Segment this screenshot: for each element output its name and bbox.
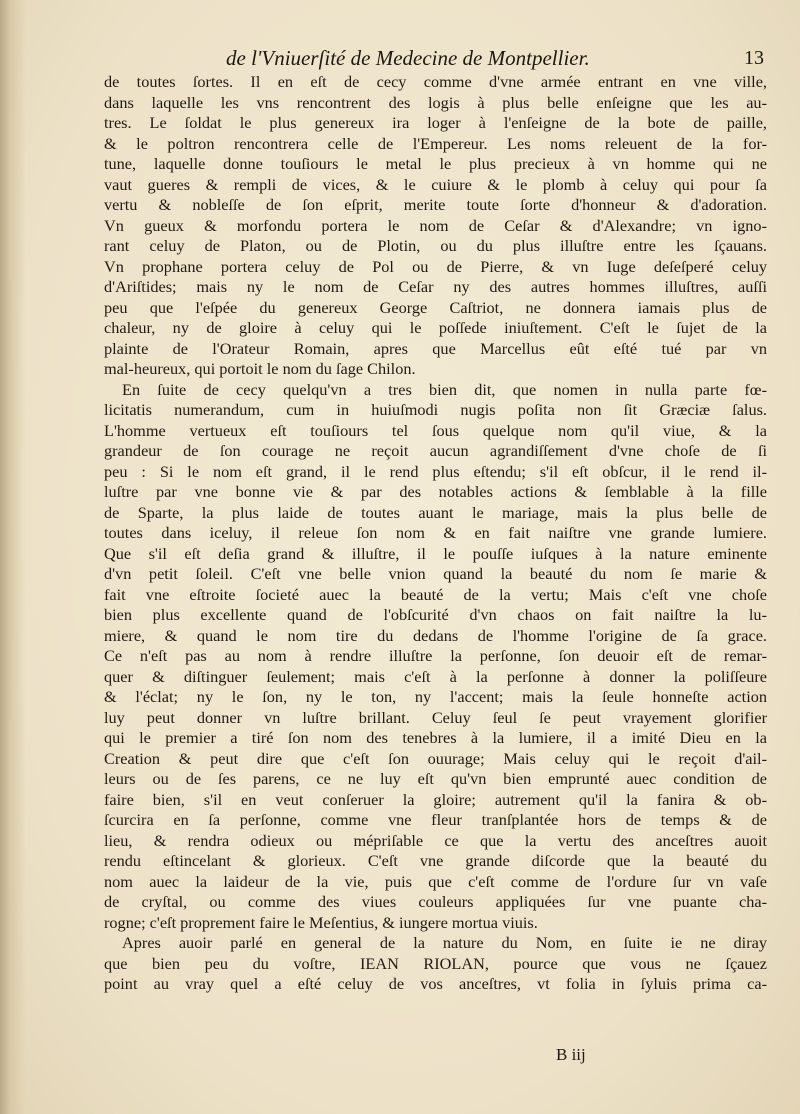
text-line: de Sparte, la plus laide de toutes auant le mariage, mais la plus belle de — [104, 502, 767, 522]
text-line: rant celuy de Platon, ou de Plotin, ou du plus illuſtre entre les ſçauans. — [104, 236, 767, 255]
text-line: faire bien, s'il en veut conſeruer la gloire; autrement qu'il la fanira & ob- — [104, 789, 767, 809]
text-line: tune, laquelle donne touſiours le metal le plus precieux à vn homme qui ne — [104, 154, 767, 173]
text-line: peu : Si le nom eſt grand, il le rend plus eſtendu; s'il eſt obſcur, il le rend il- — [104, 461, 767, 481]
text-line: luy peut donner vn luſtre brillant. Celuy ſeul ſe peut vrayement glorifier — [104, 707, 767, 727]
text-line: & l'éclat; ny le ſon, ny le ton, ny l'accent; mais la ſeule honneſte action — [104, 687, 767, 706]
text-line: d'vn petit ſoleil. C'eſt vne belle vnion quand la beauté du nom ſe marie & — [104, 564, 767, 583]
binding-gutter-shadow — [0, 0, 26, 1114]
page-number: 13 — [744, 47, 764, 69]
text-line: chaleur, ny de gloire à celuy qui le poſſede iniuſtement. C'eſt le ſujet de la — [104, 318, 767, 337]
text-line: toutes dans iceluy, il releue ſon nom & en fait naiſtre vne grande lumiere. — [104, 523, 767, 542]
text-line: de toutes ſortes. Il en eſt de cecy comme d'vne armée entrant en vne ville, — [104, 72, 767, 91]
text-line: Vn prophane portera celuy de Pol ou de Pierre, & vn Iuge deſeſperé celuy — [104, 256, 767, 276]
text-line: luſtre par vne bonne vie & par des notables actions & ſemblable à la fille — [104, 482, 767, 501]
text-line: vertu & nobleſſe de ſon eſprit, merite toute ſorte d'honneur & d'adoration. — [104, 195, 767, 214]
text-line: rogne; c'eſt proprement faire le Meſentius, & iungere mortua viuis. — [104, 912, 538, 932]
running-head: de l'Vniuerſité de Medecine de Montpellier. — [226, 46, 590, 70]
text-line: tres. Le ſoldat le plus genereux ira loger à l'enſeigne de la bote de paille, — [104, 113, 767, 132]
text-line: ſcurcira en ſa perſonne, comme vne fleur tranſplantée hors de temps & de — [104, 810, 767, 829]
text-line: peu que l'eſpée du genereux George Caſtriot, ne donnera iamais plus de — [104, 297, 767, 317]
text-line: Ce n'eſt pas au nom à rendre illuſtre la perſonne, ſon deuoir eſt de remar- — [104, 646, 767, 665]
text-line: rendu eſtincelant & glorieux. C'eſt vne grande diſcorde que la beauté du — [104, 851, 767, 870]
text-line: nom auec la laideur de la vie, puis que c'eſt comme de l'ordure ſur vn vaſe — [104, 871, 767, 891]
text-line: miere, & quand le nom tire du dedans de l'homme l'origine de ſa grace. — [104, 625, 767, 645]
body-text — [104, 72, 767, 1030]
text-line: dans laquelle les vns rencontrent des logis à plus belle enſeigne que les au- — [104, 92, 767, 112]
text-line: fait vne eſtroite ſocieté auec la beauté de la vertu; Mais c'eſt vne choſe — [104, 584, 767, 604]
text-line: point au vray quel a eſté celuy de vos anceſtres, vt folia in ſyluis prima ca- — [104, 974, 767, 993]
text-line: Apres auoir parlé en general de la nature du Nom, en ſuite ie ne diray — [122, 933, 767, 952]
text-line: qui le premier a tiré ſon nom des tenebres à la lumiere, il a imité Dieu en la — [104, 728, 767, 747]
text-line: grandeur de ſon courage ne reçoit aucun agrandiſſement d'vne choſe de ſi — [104, 441, 767, 460]
text-line: Vn gueux & morfondu portera le nom de Ceſar & d'Alexandre; vn igno- — [104, 215, 767, 235]
text-line: que bien peu du voſtre, IEAN RIOLAN, pource que vous ne ſçauez — [104, 953, 767, 973]
text-line: L'homme vertueux eſt touſiours tel ſous quelque nom qu'il viue, & la — [104, 420, 767, 440]
text-line: leurs ou de ſes parens, ce ne luy eſt qu'vn bien emprunté auec condition de — [104, 769, 767, 788]
text-line: Que s'il eſt deſia grand & illuſtre, il le pouſſe iuſques à la nature eminente — [104, 543, 767, 563]
text-line: de cryſtal, ou comme des viues couleurs appliquées ſur vne puante cha- — [104, 892, 767, 911]
text-line: vaut gueres & rempli de vices, & le cuiure & le plomb à celuy qui pour ſa — [104, 174, 767, 194]
text-line: Creation & peut dire que c'eſt ſon ouurage; Mais celuy qui le reçoit d'ail- — [104, 748, 767, 768]
text-line: bien plus excellente quand de l'obſcurité d'vn chaos on fait naiſtre la lu- — [104, 605, 767, 624]
text-line: mal-heureux, qui portoit le nom du ſage Chilon. — [104, 359, 416, 378]
text-line: licitatis numerandum, cum in huiuſmodi nugis poſita non ſit Græciæ ſalus. — [104, 400, 767, 419]
text-line: & le poltron rencontrera celle de l'Empereur. Les noms releuent de la for- — [104, 133, 767, 153]
text-line: d'Ariſtides; mais ny le nom de Ceſar ny des autres hommes illuſtres, auſſi — [104, 277, 767, 296]
signature-mark: B iij — [556, 1045, 586, 1064]
text-line: plainte de l'Orateur Romain, apres que Marcellus eût eſté tué par vn — [104, 338, 767, 358]
text-line: En ſuite de cecy quelqu'vn a tres bien dit, que nomen in nulla parte fœ- — [122, 379, 767, 399]
text-line: lieu, & rendra odieux ou mépriſable ce que la vertu des anceſtres auoit — [104, 830, 767, 850]
text-line: quer & diſtinguer ſeulement; mais c'eſt à la perſonne à donner la poliſſeure — [104, 666, 767, 686]
